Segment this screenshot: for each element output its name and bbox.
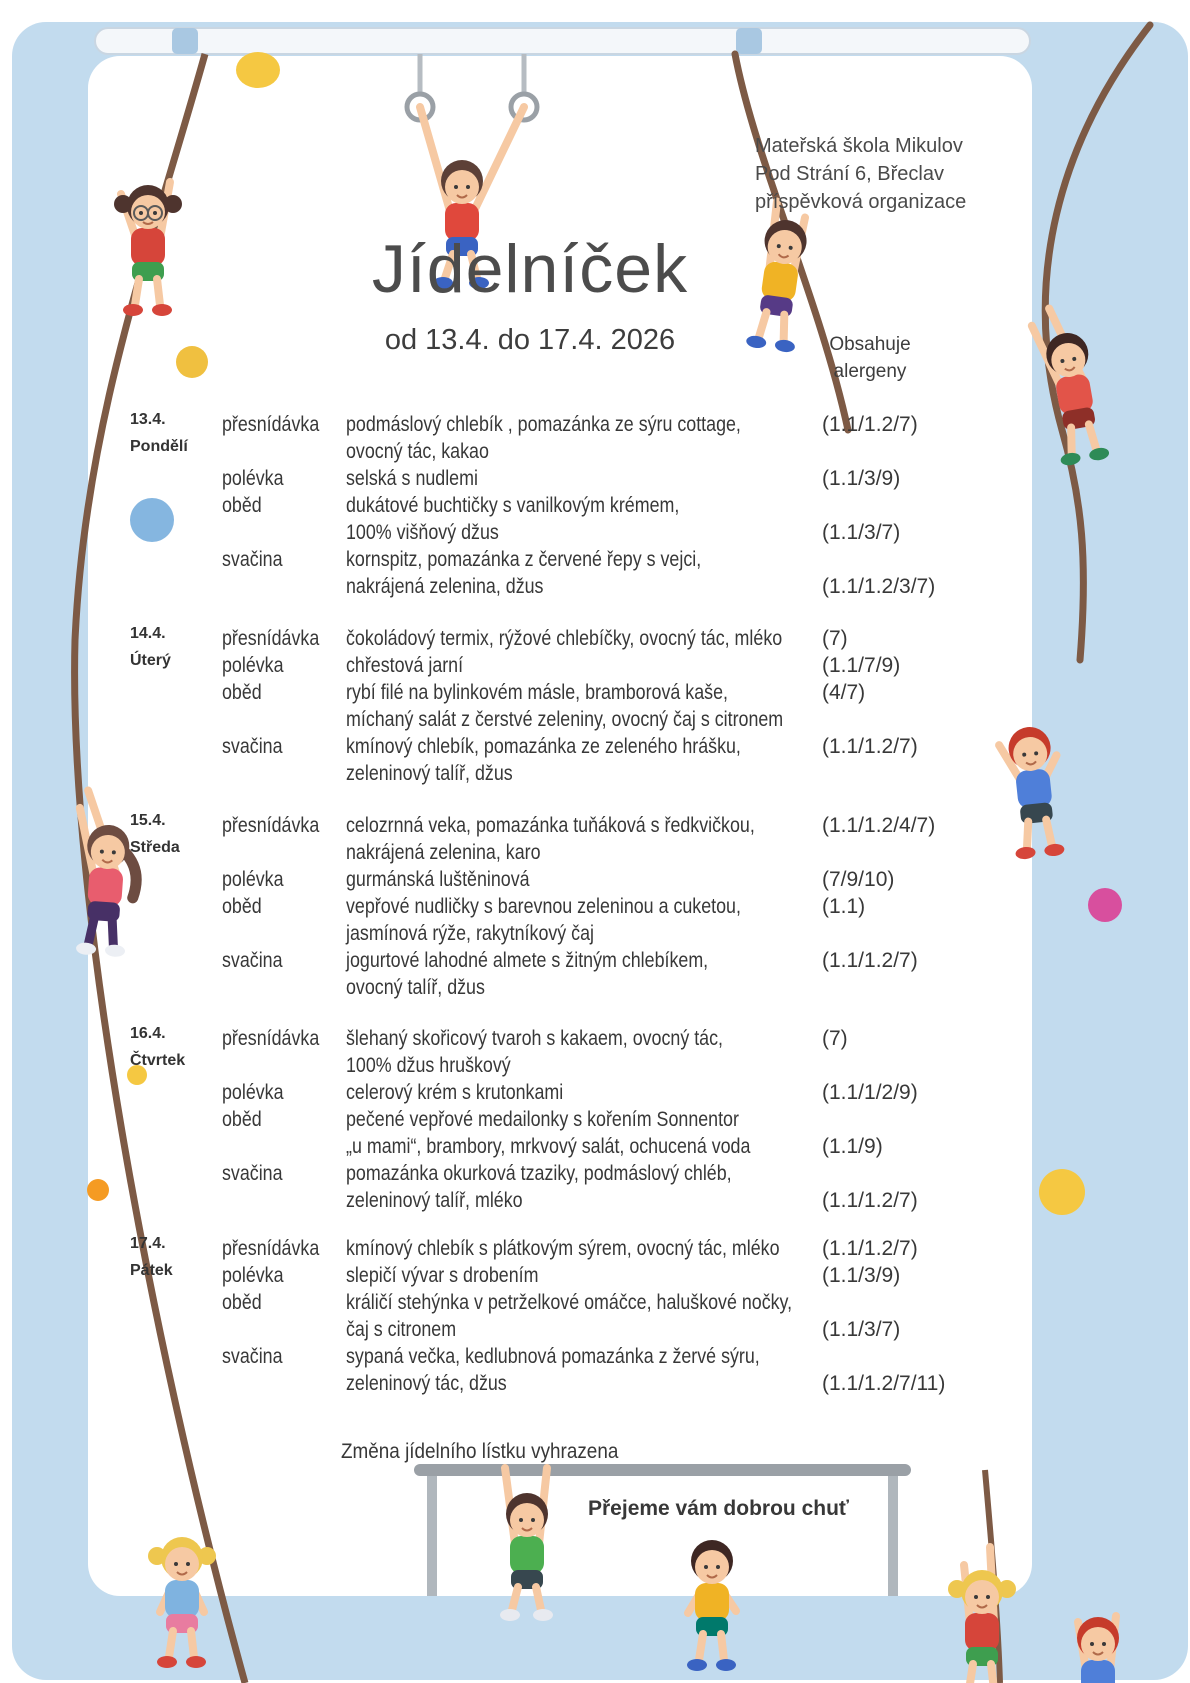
day-block-wednesday [0,812,1032,1001]
meal-description: 100% višňový džus [346,521,499,544]
allergen-codes: (1.1/3/7) [822,521,901,544]
day-date: 16.4. [130,1025,166,1042]
day-name: Středa [130,839,180,856]
meal-type-label: polévka [222,1081,284,1104]
meal-description: zeleninový tác, džus [346,1372,507,1395]
menu-line [0,839,1032,866]
meal-description: pečené vepřové medailonky s kořením Sonnentor [346,1108,739,1131]
allergen-codes: (1.1/1.2/3/7) [822,575,936,598]
day-name: Čtvrtek [130,1052,186,1069]
allergen-codes: (1.1/3/7) [822,1318,901,1341]
menu-line [0,706,1032,733]
meal-description: pomazánka okurková tzaziky, podmáslový chléb, [346,1162,732,1185]
meal-description: míchaný salát z čerstvé zeleniny, ovocný čaj s citronem [346,708,784,731]
meal-description: šlehaný skořicový tvaroh s kakaem, ovocný tác, [346,1027,724,1050]
footer-note: Změna jídelního lístku vyhrazena [341,1440,619,1463]
menu-line [0,652,1032,679]
allergen-codes: (1.1/1.2/7) [822,949,918,972]
allergen-codes: (4/7) [822,681,866,704]
meal-type-label: oběd [222,895,262,918]
day-date: 13.4. [130,411,166,428]
allergen-codes: (1.1/7/9) [822,654,901,677]
day-name: Pondělí [130,438,188,455]
meal-description: nakrájená zelenina, džus [346,575,544,598]
allergen-codes: (1.1/9) [822,1135,883,1158]
menu-line [0,1106,1032,1133]
meal-description: králičí stehýnka v petrželkové omáčce, haluškové nočky, [346,1291,793,1314]
meal-type-label: přesnídávka [222,627,320,650]
meal-description: čokoládový termix, rýžové chlebíčky, ovocný tác, mléko [346,627,783,650]
school-name: Mateřská škola Mikulov [755,135,963,157]
day-block-monday [0,411,1032,600]
allergen-codes: (1.1/1.2/7) [822,413,918,436]
menu-line [0,1316,1032,1343]
meal-description: chřestová jarní [346,654,464,677]
meal-type-label: polévka [222,1264,284,1287]
school-info [755,132,966,216]
date-range: od 13.4. do 17.4. 2026 [384,324,676,356]
day-name: Pátek [130,1262,173,1279]
meal-type-label: polévka [222,654,284,677]
menu-line [0,625,1032,652]
menu-line [0,1262,1032,1289]
meal-type-label: přesnídávka [222,1027,320,1050]
meal-type-label: svačina [222,1345,283,1368]
meal-description: celerový krém s krutonkami [346,1081,564,1104]
meal-description: slepičí vývar s drobením [346,1264,539,1287]
menu-line [0,812,1032,839]
allergen-codes: (7) [822,1027,848,1050]
menu-line [0,893,1032,920]
meal-type-label: přesnídávka [222,413,320,436]
meal-description: dukátové buchtičky s vanilkovým krémem, [346,494,680,517]
menu-line [0,546,1032,573]
meal-description: selská s nudlemi [346,467,478,490]
meal-description: zeleninový talíř, džus [346,762,513,785]
menu-line [0,1052,1032,1079]
meal-type-label: oběd [222,1291,262,1314]
day-date: 17.4. [130,1235,166,1252]
menu-line [0,974,1032,1001]
menu-line [0,1289,1032,1316]
menu-line [0,1133,1032,1160]
menu-line [0,866,1032,893]
meal-description: kmínový chlebík, pomazánka ze zeleného hrášku, [346,735,741,758]
menu-line [0,947,1032,974]
allergen-codes: (1.1/1.2/7) [822,1189,918,1212]
meal-description: nakrájená zelenina, karo [346,841,541,864]
meal-type-label: polévka [222,868,284,891]
meal-description: jasmínová rýže, rakytníkový čaj [346,922,595,945]
menu-line [0,465,1032,492]
menu-line [0,760,1032,787]
allergen-header-line2: alergeny [833,361,907,382]
meal-description: jogurtové lahodné almete s žitným chlebíkem, [346,949,709,972]
meal-description: kmínový chlebík s plátkovým sýrem, ovocný tác, mléko [346,1237,780,1260]
menu-line [0,411,1032,438]
meal-description: ovocný talíř, džus [346,976,485,999]
meal-description: zeleninový talíř, mléko [346,1189,523,1212]
meal-type-label: oběd [222,681,262,704]
allergen-codes: (1.1/3/9) [822,1264,901,1287]
school-address: Pod Strání 6, Břeclav [755,163,944,185]
meal-type-label: přesnídávka [222,1237,320,1260]
menu-line [0,438,1032,465]
meal-type-label: svačina [222,1162,283,1185]
menu-line [0,573,1032,600]
meal-description: gurmánská luštěninová [346,868,530,891]
school-org-type: příspěvková organizace [755,191,967,213]
allergen-header-line1: Obsahuje [829,334,911,355]
allergen-codes: (7/9/10) [822,868,895,891]
allergen-column-header [795,331,945,385]
meal-description: rybí filé na bylinkovém másle, bramborová kaše, [346,681,728,704]
menu-line [0,1025,1032,1052]
menu-line [0,679,1032,706]
footer-wish: Přejeme vám dobrou chuť [588,1497,849,1520]
page-title: Jídelníček [371,231,689,307]
menu-line [0,733,1032,760]
day-date: 14.4. [130,625,166,642]
meal-description: sypaná večka, kedlubnová pomazánka z žervé sýru, [346,1345,760,1368]
meal-type-label: oběd [222,1108,262,1131]
menu-line [0,1160,1032,1187]
day-block-tuesday [0,625,1032,787]
menu-line [0,920,1032,947]
menu-line [0,1343,1032,1370]
allergen-codes: (1.1/1.2/7) [822,735,918,758]
meal-type-label: svačina [222,735,283,758]
meal-description: čaj s citronem [346,1318,457,1341]
day-date: 15.4. [130,812,166,829]
meal-type-label: přesnídávka [222,814,320,837]
menu-line [0,1235,1032,1262]
allergen-codes: (7) [822,627,848,650]
allergen-codes: (1.1/1.2/7) [822,1237,918,1260]
day-block-friday [0,1235,1032,1397]
meal-type-label: polévka [222,467,284,490]
allergen-codes: (1.1/1/2/9) [822,1081,918,1104]
allergen-codes: (1.1/1.2/4/7) [822,814,936,837]
meal-description: celozrnná veka, pomazánka tuňáková s ředkvičkou, [346,814,755,837]
allergen-codes: (1.1) [822,895,866,918]
menu-line [0,519,1032,546]
meal-description: podmáslový chlebík , pomazánka ze sýru cottage, [346,413,741,436]
allergen-codes: (1.1/3/9) [822,467,901,490]
meal-type-label: oběd [222,494,262,517]
meal-description: vepřové nudličky s barevnou zeleninou a cuketou, [346,895,741,918]
day-name: Úterý [130,652,171,669]
allergen-codes: (1.1/1.2/7/11) [822,1372,946,1395]
meal-description: „u mami“, brambory, mrkvový salát, ochucená voda [346,1135,751,1158]
meal-description: ovocný tác, kakao [346,440,489,463]
meal-type-label: svačina [222,548,283,571]
day-block-thursday [0,1025,1032,1214]
meal-type-label: svačina [222,949,283,972]
menu-line [0,1370,1032,1397]
meal-description: 100% džus hruškový [346,1054,511,1077]
meal-description: kornspitz, pomazánka z červené řepy s vejci, [346,548,702,571]
menu-line [0,1079,1032,1106]
menu-line [0,1187,1032,1214]
menu-line [0,492,1032,519]
